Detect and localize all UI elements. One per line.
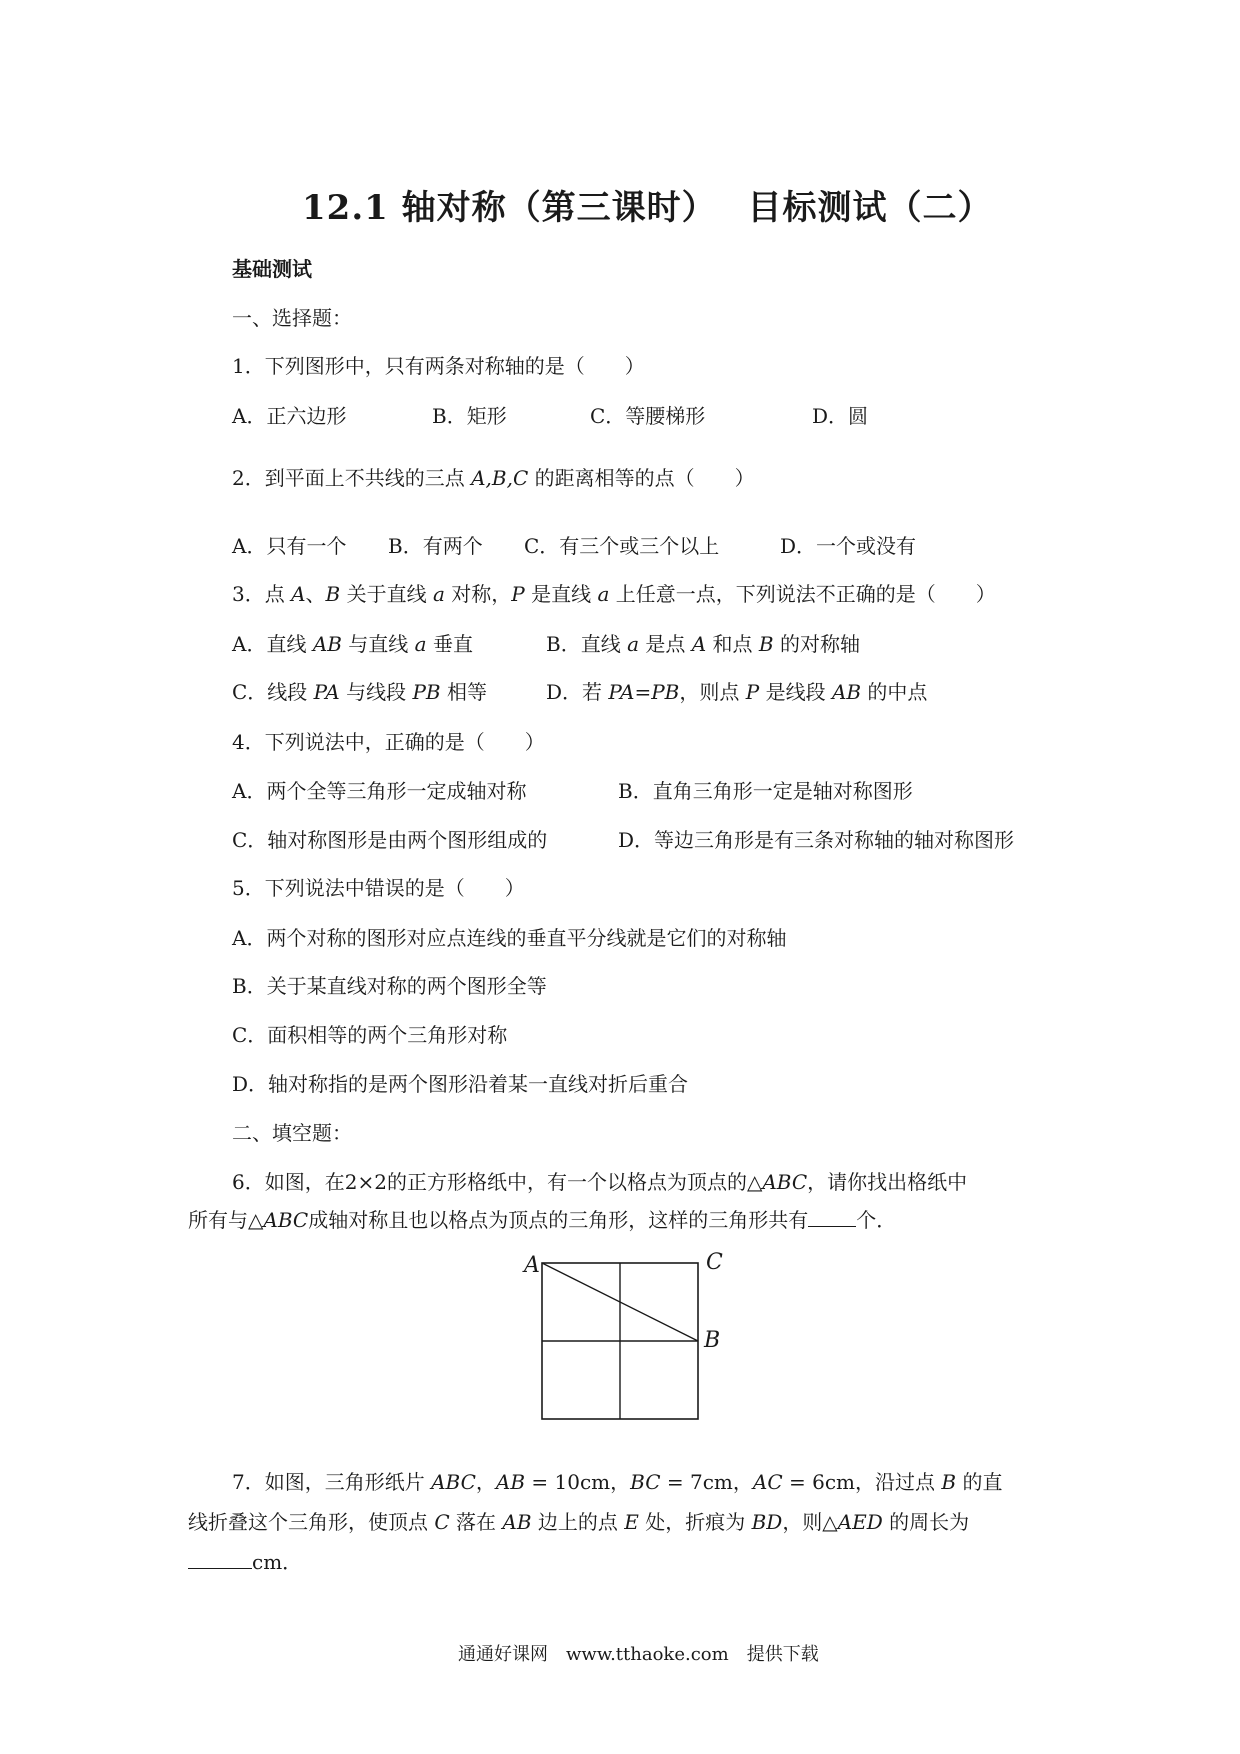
part1-heading: 一、选择题： bbox=[232, 306, 352, 330]
q6-1d: ABC bbox=[762, 1170, 808, 1194]
q6-1c: 的正方形格纸中，有一个以格点为顶点的△ bbox=[386, 1170, 763, 1194]
q2-option-a: A．只有一个 bbox=[232, 534, 347, 558]
q7-1f: BC bbox=[630, 1470, 661, 1494]
q3-s2: A bbox=[291, 582, 306, 606]
q2-stem-vars: A,B,C bbox=[471, 466, 529, 490]
q6-2a: 所有与△ bbox=[188, 1208, 264, 1232]
q7-1c: ， bbox=[475, 1470, 496, 1494]
q3-s8: P bbox=[511, 582, 525, 606]
section-basic-heading: 基础测试 bbox=[232, 257, 312, 281]
q7-2g: 处，折痕为 bbox=[638, 1510, 752, 1534]
q3-s9: 是直线 bbox=[524, 582, 598, 606]
q6-line1 bbox=[232, 1166, 967, 1195]
q7-line3 bbox=[188, 1546, 302, 1575]
q7-1g: = 7cm， bbox=[660, 1470, 753, 1494]
q7-2j: AED bbox=[837, 1510, 883, 1534]
q3-s7: 对称， bbox=[444, 582, 512, 606]
q3b-1: B．直线 bbox=[546, 632, 628, 656]
q3b-7: 的对称轴 bbox=[773, 632, 860, 656]
q1-option-b: B．矩形 bbox=[432, 404, 507, 428]
q4-option-c: C．轴对称图形是由两个图形组成的 bbox=[232, 828, 548, 852]
q3-option-b bbox=[546, 628, 860, 657]
q7-answer-blank[interactable] bbox=[188, 1550, 252, 1569]
q3a-1: A．直线 bbox=[232, 632, 313, 656]
q6-2d: 个． bbox=[856, 1208, 897, 1232]
q3c-2: PA bbox=[313, 680, 340, 704]
q7-1i: = 6cm，沿过点 bbox=[782, 1470, 942, 1494]
q4-option-a: A．两个全等三角形一定成轴对称 bbox=[232, 779, 527, 803]
q3d-5: 是线段 bbox=[759, 680, 832, 704]
q3c-1: C．线段 bbox=[232, 680, 314, 704]
q1-option-c: C．等腰梯形 bbox=[590, 404, 706, 428]
q1-option-a: A．正六边形 bbox=[232, 404, 347, 428]
q1-option-d: D．圆 bbox=[812, 404, 869, 428]
q7-1b: ABC bbox=[431, 1470, 476, 1494]
q3d-3: ，则点 bbox=[679, 680, 746, 704]
q5-option-d: D．轴对称指的是两个图形沿着某一直线对折后重合 bbox=[232, 1072, 689, 1096]
q6-2b: ABC bbox=[263, 1208, 309, 1232]
vertex-label-b: B bbox=[704, 1328, 721, 1353]
q2-stem-pre: 2．到平面上不共线的三点 bbox=[232, 466, 472, 490]
q6-1e: ，请你找出格纸中 bbox=[807, 1170, 968, 1194]
q3-s10: a bbox=[597, 582, 610, 606]
q3d-6: AB bbox=[831, 680, 862, 704]
q3b-3: 是点 bbox=[639, 632, 692, 656]
q3d-4: P bbox=[745, 680, 760, 704]
part2-heading: 二、填空题： bbox=[232, 1121, 352, 1145]
q7-2k: 的周长为 bbox=[882, 1510, 970, 1534]
q7-3: cm． bbox=[252, 1550, 303, 1574]
q6-answer-blank[interactable] bbox=[808, 1208, 856, 1227]
q3-s5: 关于直线 bbox=[340, 582, 433, 606]
q3-option-a bbox=[232, 628, 473, 657]
q4-stem: 4．下列说法中，正确的是（ ） bbox=[232, 730, 545, 754]
q3-s1: 3．点 bbox=[232, 582, 292, 606]
q3-stem bbox=[232, 578, 996, 607]
q4-option-b: B．直角三角形一定是轴对称图形 bbox=[618, 779, 913, 803]
q3a-4: a bbox=[414, 632, 427, 656]
q4-option-d: D．等边三角形是有三条对称轴的轴对称图形 bbox=[618, 828, 1015, 852]
q5-stem: 5．下列说法中错误的是（ ） bbox=[232, 876, 525, 900]
q5-option-b: B．关于某直线对称的两个图形全等 bbox=[232, 974, 547, 998]
q6-line2 bbox=[188, 1204, 896, 1233]
q7-1h: AC bbox=[752, 1470, 783, 1494]
vertex-label-a: A bbox=[524, 1253, 540, 1278]
q3b-6: B bbox=[758, 632, 774, 656]
q3-s4: B bbox=[325, 582, 341, 606]
page-title: 12.1 轴对称（第三课时） 目标测试（二） bbox=[302, 188, 993, 228]
q3-s6: a bbox=[432, 582, 445, 606]
q6-2c: 成轴对称且也以格点为顶点的三角形，这样的三角形共有 bbox=[308, 1208, 809, 1232]
q7-2f: E bbox=[624, 1510, 639, 1534]
q2-option-b: B．有两个 bbox=[388, 534, 483, 558]
q7-1a: 7．如图，三角形纸片 bbox=[232, 1470, 432, 1494]
q7-1j: B bbox=[941, 1470, 957, 1494]
q3a-2: AB bbox=[312, 632, 342, 656]
q3-option-c bbox=[232, 676, 487, 705]
q3-s3: 、 bbox=[305, 582, 326, 606]
q7-2d: AB bbox=[502, 1510, 532, 1534]
q6-1b: 2×2 bbox=[344, 1170, 387, 1194]
q3d-7: 的中点 bbox=[861, 680, 928, 704]
q7-2h: BD bbox=[751, 1510, 783, 1534]
q3b-4: A bbox=[691, 632, 707, 656]
q3-option-d bbox=[546, 676, 927, 705]
q7-line2 bbox=[188, 1506, 969, 1535]
page-footer: 通通好课网 www.tthaoke.com 提供下载 bbox=[458, 1644, 819, 1665]
q3-s11: 上任意一点，下列说法不正确的是（ ） bbox=[609, 582, 996, 606]
q5-option-a: A．两个对称的图形对应点连线的垂直平分线就是它们的对称轴 bbox=[232, 926, 787, 950]
q6-1a: 6．如图，在 bbox=[232, 1170, 345, 1194]
q7-2i: ，则△ bbox=[782, 1510, 838, 1534]
q7-line1 bbox=[232, 1466, 1002, 1495]
q7-1k: 的直 bbox=[956, 1470, 1003, 1494]
q3b-2: a bbox=[627, 632, 639, 656]
q3c-5: 相等 bbox=[440, 680, 487, 704]
q2-stem bbox=[232, 462, 755, 491]
q3b-5: 和点 bbox=[706, 632, 759, 656]
q3c-4: PB bbox=[412, 680, 441, 704]
q3a-3: 与直线 bbox=[341, 632, 415, 656]
q3d-2: PA=PB bbox=[608, 680, 680, 704]
q3a-5: 垂直 bbox=[426, 632, 473, 656]
q7-2a: 线折叠这个三角形，使顶点 bbox=[188, 1510, 435, 1534]
q3d-1: D．若 bbox=[546, 680, 609, 704]
vertex-label-c: C bbox=[706, 1250, 723, 1275]
grid-figure bbox=[510, 1245, 730, 1445]
q7-1d: AB bbox=[495, 1470, 526, 1494]
q7-2c: 落在 bbox=[449, 1510, 503, 1534]
q3c-3: 与线段 bbox=[339, 680, 413, 704]
q2-option-c: C．有三个或三个以上 bbox=[524, 534, 720, 558]
q2-stem-post: 的距离相等的点（ ） bbox=[528, 466, 755, 490]
q7-1e: = 10cm， bbox=[525, 1470, 631, 1494]
q1-stem: 1．下列图形中，只有两条对称轴的是（ ） bbox=[232, 354, 645, 378]
q7-2e: 边上的点 bbox=[531, 1510, 625, 1534]
q2-option-d: D．一个或没有 bbox=[780, 534, 917, 558]
q5-option-c: C．面积相等的两个三角形对称 bbox=[232, 1023, 508, 1047]
q7-2b: C bbox=[434, 1510, 450, 1534]
